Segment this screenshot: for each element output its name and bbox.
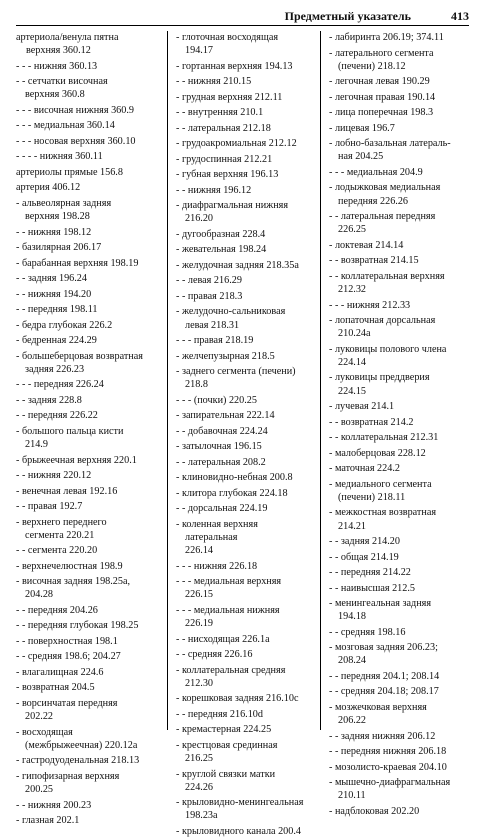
index-entry bbox=[16, 334, 158, 347]
index-entry bbox=[176, 502, 316, 515]
index-entry bbox=[329, 506, 475, 532]
page-number: 413 bbox=[451, 9, 469, 23]
index-entry-line: артерия 406.12 bbox=[16, 182, 81, 194]
index-entry bbox=[16, 394, 158, 407]
index-entry-line: - - правая 192.7 bbox=[16, 501, 83, 513]
index-entry-line: - - нисходящая 226.1а bbox=[176, 633, 270, 645]
index-entry-line: - - дорсальная 224.19 bbox=[176, 503, 268, 515]
index-entry-line: - желудочная задняя 218.35а bbox=[176, 259, 299, 271]
index-entry-line: сегмента 220.21 bbox=[25, 529, 95, 541]
index-entry bbox=[176, 31, 316, 57]
index-entry-line: - - средняя 198.16 bbox=[329, 626, 406, 638]
index-entry-line: (печени) 218.11 bbox=[338, 491, 406, 503]
index-entry bbox=[16, 150, 158, 163]
index-entry-line: - - задняя 214.20 bbox=[329, 536, 400, 548]
index-entry-line: - менингеальная задняя bbox=[329, 598, 432, 610]
index-entry bbox=[176, 290, 316, 303]
index-entry-line: - - общая 214.19 bbox=[329, 551, 399, 563]
index-entry bbox=[176, 664, 316, 690]
index-entry-line: 214.21 bbox=[338, 520, 367, 532]
index-entry-line: - - - медиальная 204.9 bbox=[329, 166, 423, 178]
index-entry bbox=[176, 633, 316, 646]
index-entry bbox=[176, 560, 316, 573]
index-entry-line: - - правая 218.3 bbox=[176, 290, 243, 302]
index-entry-line: - - нижняя 200.23 bbox=[16, 799, 92, 811]
index-column-1 bbox=[16, 31, 158, 830]
index-entry bbox=[176, 243, 316, 256]
index-entry-line: артериола/венула пятна bbox=[16, 32, 119, 43]
index-entry-line: - - передняя нижняя 206.18 bbox=[329, 746, 447, 758]
index-entry-line: - грудная верхняя 212.11 bbox=[176, 91, 283, 103]
index-entry bbox=[329, 776, 475, 802]
index-entry-line: - - средняя 204.18; 208.17 bbox=[329, 686, 439, 698]
index-entry-line: - луковицы преддверия bbox=[329, 372, 430, 384]
index-entry bbox=[16, 650, 158, 663]
index-entry-line: - влагалищная 224.6 bbox=[16, 666, 104, 678]
index-entry bbox=[329, 47, 475, 73]
index-entry-line: 218.8 bbox=[185, 379, 208, 391]
index-entry-line: - - возвратная 214.2 bbox=[329, 416, 414, 428]
index-entry bbox=[329, 551, 475, 564]
index-entry-line: - дугообразная 228.4 bbox=[176, 228, 266, 240]
index-entry-line: - - передняя глубокая 198.25 bbox=[16, 620, 139, 632]
index-entry-line: 216.25 bbox=[185, 753, 214, 765]
index-entry bbox=[329, 478, 475, 504]
index-entry-line: - - латеральная передняя bbox=[329, 211, 436, 223]
index-entry-line: - грудоакромиальная 212.12 bbox=[176, 138, 297, 150]
index-entry-line: - легочная правая 190.14 bbox=[329, 91, 436, 103]
index-entry-line: - бедренная 224.29 bbox=[16, 335, 97, 347]
index-entry-line: - глазная 202.1 bbox=[16, 815, 80, 827]
index-entry-line: - гортанная верхняя 194.13 bbox=[176, 60, 293, 72]
index-entry-line: - - - височная нижняя 360.9 bbox=[16, 104, 134, 116]
index-entry bbox=[16, 226, 158, 239]
index-entry bbox=[176, 708, 316, 721]
index-entry-line: - альвеолярная задняя bbox=[16, 197, 112, 209]
index-entry bbox=[16, 425, 158, 451]
index-entry-line: - большеберцовая возвратная bbox=[16, 350, 143, 362]
index-entry-line: задняя 226.23 bbox=[25, 363, 85, 375]
index-entry-line: - лучевая 214.1 bbox=[329, 401, 395, 413]
index-entry bbox=[329, 462, 475, 475]
index-entry bbox=[16, 635, 158, 648]
index-entry bbox=[329, 75, 475, 88]
index-entry bbox=[16, 272, 158, 285]
index-entry bbox=[176, 137, 316, 150]
index-entry-line: 212.30 bbox=[185, 677, 214, 689]
index-entry-line: - - задняя 228.8 bbox=[16, 394, 82, 406]
index-entry-line: - грудоспинная 212.21 bbox=[176, 153, 273, 165]
index-column-3 bbox=[329, 31, 475, 820]
index-entry bbox=[16, 454, 158, 467]
index-entry bbox=[16, 500, 158, 513]
index-entry-line: - - - носовая верхняя 360.10 bbox=[16, 135, 136, 147]
index-entry-line: - восходящая bbox=[16, 726, 73, 738]
index-entry bbox=[329, 239, 475, 252]
index-entry-line: - - передняя 214.22 bbox=[329, 567, 411, 579]
index-entry bbox=[329, 535, 475, 548]
index-entry-line: - - нижняя 210.15 bbox=[176, 76, 252, 88]
index-entry-line: артериолы прямые 156.8 bbox=[16, 166, 123, 178]
index-entry bbox=[329, 91, 475, 104]
index-entry-line: передняя 226.26 bbox=[338, 195, 409, 207]
index-entry-line: верхняя 360.12 bbox=[26, 45, 91, 57]
index-entry-line: 202.22 bbox=[25, 711, 54, 723]
index-entry-line: - венечная левая 192.16 bbox=[16, 485, 118, 497]
index-entry bbox=[16, 119, 158, 132]
index-entry bbox=[329, 210, 475, 236]
header-title: Предметный указатель bbox=[284, 9, 411, 23]
index-entry bbox=[329, 701, 475, 727]
index-entry-line: - - нижняя 220.12 bbox=[16, 470, 92, 482]
index-entry bbox=[176, 91, 316, 104]
index-entry-line: - губная верхняя 196.13 bbox=[176, 169, 279, 181]
index-entry-line: - - латеральная 212.18 bbox=[176, 122, 271, 134]
index-entry bbox=[176, 768, 316, 794]
index-entry-line: - диафрагмальная нижняя bbox=[176, 200, 289, 212]
index-entry-line: 226.25 bbox=[338, 224, 367, 236]
index-entry bbox=[329, 122, 475, 135]
index-entry-line: - - наивысшая 212.5 bbox=[329, 582, 416, 594]
index-entry-line: верхняя 360.8 bbox=[25, 89, 85, 101]
index-entry bbox=[329, 626, 475, 639]
index-entry bbox=[329, 137, 475, 163]
index-entry bbox=[16, 619, 158, 632]
index-entry-line: (межбрыжеечная) 220.12а bbox=[25, 739, 138, 751]
index-entry bbox=[329, 447, 475, 460]
index-entry-line: - затылочная 196.15 bbox=[176, 441, 262, 453]
index-entry-line: - - задняя 196.24 bbox=[16, 273, 87, 285]
index-entry bbox=[16, 409, 158, 422]
index-entry bbox=[16, 666, 158, 679]
index-entry bbox=[176, 365, 316, 391]
index-entry-line: 226.14 bbox=[185, 545, 214, 557]
index-entry-line: 210.24а bbox=[338, 328, 371, 340]
index-entry bbox=[16, 319, 158, 332]
index-entry bbox=[329, 566, 475, 579]
index-entry bbox=[176, 456, 316, 469]
index-entry bbox=[16, 726, 158, 752]
index-entry-line: - локтевая 214.14 bbox=[329, 239, 404, 251]
index-entry bbox=[329, 299, 475, 312]
index-entry bbox=[176, 259, 316, 272]
index-entry-line: - крестцовая срединная bbox=[176, 739, 278, 751]
index-entry bbox=[16, 197, 158, 223]
index-entry bbox=[176, 168, 316, 181]
index-entry bbox=[329, 730, 475, 743]
index-entry-line: - возвратная 204.5 bbox=[16, 682, 95, 694]
index-entry bbox=[176, 350, 316, 363]
index-entry bbox=[329, 431, 475, 444]
index-entry-line: - гастродуоденальная 218.13 bbox=[16, 755, 140, 767]
index-entry-line: - глоточная восходящая bbox=[176, 32, 279, 43]
index-entry-line: - круглой связки матки bbox=[176, 768, 276, 780]
index-entry bbox=[176, 122, 316, 135]
index-entry-line: латеральная bbox=[185, 532, 238, 544]
index-entry bbox=[16, 544, 158, 557]
index-entry-line: 214.9 bbox=[25, 439, 48, 451]
index-entry bbox=[16, 75, 158, 101]
index-entry-line: - большого пальца кисти bbox=[16, 425, 124, 437]
index-entry-line: 216.20 bbox=[185, 213, 214, 225]
index-entry-line: - - нижняя 196.12 bbox=[176, 184, 252, 196]
index-entry-line: - брыжеечная верхняя 220.1 bbox=[16, 454, 137, 466]
index-entry bbox=[176, 487, 316, 500]
index-entry bbox=[176, 723, 316, 736]
index-entry bbox=[176, 471, 316, 484]
index-entry bbox=[16, 604, 158, 617]
index-entry-line: - - - нижняя 360.13 bbox=[16, 60, 98, 72]
index-entry-line: - мышечно-диафрагмальная bbox=[329, 777, 451, 789]
index-entry-line: - бедра глубокая 226.2 bbox=[16, 319, 113, 331]
index-entry-line: - - средняя 226.16 bbox=[176, 649, 253, 661]
index-entry-line: - - - нижняя 212.33 bbox=[329, 299, 411, 311]
index-entry-line: - - коллатеральная 212.31 bbox=[329, 432, 439, 444]
index-entry-line: 224.15 bbox=[338, 385, 367, 397]
index-entry bbox=[329, 805, 475, 818]
index-entry bbox=[16, 814, 158, 827]
index-entry bbox=[329, 745, 475, 758]
index-entry-line: - - - медиальная верхняя bbox=[176, 576, 282, 588]
index-entry-line: - лобно-базальная латераль- bbox=[329, 138, 451, 150]
index-entry-line: - мозжечковая верхняя bbox=[329, 701, 427, 713]
index-entry-line: - кремастерная 224.25 bbox=[176, 724, 272, 736]
index-entry-line: - крыловидно-менингеальная bbox=[176, 797, 304, 809]
index-column-2 bbox=[176, 31, 316, 840]
index-entry bbox=[16, 181, 158, 194]
index-entry-line: - лицевая 196.7 bbox=[329, 122, 395, 134]
index-entry-line: - надблоковая 202.20 bbox=[329, 805, 420, 817]
index-entry-line: - заднего сегмента (печени) bbox=[176, 366, 296, 378]
index-entry-line: - - нижняя 198.12 bbox=[16, 226, 92, 238]
index-entry-line: - легочная левая 190.29 bbox=[329, 76, 430, 88]
index-entry bbox=[329, 371, 475, 397]
index-entry bbox=[16, 485, 158, 498]
index-entry-line: - латерального сегмента bbox=[329, 47, 434, 59]
index-entry-line: - - добавочная 224.24 bbox=[176, 425, 268, 437]
index-entry bbox=[176, 394, 316, 407]
index-entry bbox=[176, 739, 316, 765]
index-entry-line: - - - нижняя 226.18 bbox=[176, 560, 258, 572]
index-entry bbox=[176, 153, 316, 166]
index-entry-line: - клитора глубокая 224.18 bbox=[176, 487, 288, 499]
index-entry bbox=[16, 60, 158, 73]
index-entry-line: левая 218.31 bbox=[185, 319, 240, 331]
index-entry bbox=[176, 575, 316, 601]
index-entry-line: - базилярная 206.17 bbox=[16, 242, 102, 254]
index-entry-line: - височная задняя 198.25а, bbox=[16, 576, 131, 588]
index-entry-line: - желудочно-сальниковая bbox=[176, 306, 286, 318]
index-entry-line: 206.22 bbox=[338, 715, 367, 727]
index-entry bbox=[16, 697, 158, 723]
index-entry bbox=[176, 334, 316, 347]
index-entry-line: 212.32 bbox=[338, 284, 367, 296]
index-entry-line: 194.17 bbox=[185, 45, 214, 57]
index-entry-line: - - задняя нижняя 206.12 bbox=[329, 730, 436, 742]
index-entry bbox=[329, 106, 475, 119]
index-entry-line: - межкостная возвратная bbox=[329, 507, 437, 519]
index-entry-line: - - возвратная 214.15 bbox=[329, 255, 419, 267]
index-entry bbox=[16, 754, 158, 767]
index-entry bbox=[329, 416, 475, 429]
index-entry-line: - коленная верхняя bbox=[176, 518, 258, 530]
index-entry-line: 198.23а bbox=[185, 810, 218, 822]
index-entry-line: - коллатеральная средняя bbox=[176, 664, 286, 676]
index-entry-line: верхняя 198.28 bbox=[25, 211, 90, 223]
index-entry bbox=[176, 518, 316, 558]
index-entry-line: - жевательная 198.24 bbox=[176, 244, 267, 256]
index-entry-line: - ворсинчатая передняя bbox=[16, 697, 118, 709]
index-entry bbox=[329, 400, 475, 413]
index-columns bbox=[16, 31, 471, 837]
index-entry-line: - лодыжковая медиальная bbox=[329, 182, 441, 194]
index-entry-line: - - средняя 198.6; 204.27 bbox=[16, 651, 121, 663]
index-entry-line: - лабиринта 206.19; 374.11 bbox=[329, 32, 444, 43]
index-entry bbox=[329, 270, 475, 296]
index-entry-line: - желчепузырная 218.5 bbox=[176, 350, 275, 362]
index-entry bbox=[16, 166, 158, 179]
index-entry-line: - - латеральная 208.2 bbox=[176, 456, 266, 468]
index-entry-line: 224.14 bbox=[338, 356, 367, 368]
index-entry-line: - - передняя 216.10d bbox=[176, 708, 263, 720]
index-entry-line: - верхнечелюстная 198.9 bbox=[16, 560, 123, 572]
index-entry bbox=[16, 288, 158, 301]
index-entry-line: - - передняя 226.22 bbox=[16, 410, 98, 422]
index-entry-line: - мозговая задняя 206.23; bbox=[329, 642, 438, 654]
index-entry-line: - - передняя 204.1; 208.14 bbox=[329, 670, 440, 682]
index-entry bbox=[329, 343, 475, 369]
index-entry bbox=[329, 582, 475, 595]
index-entry bbox=[176, 184, 316, 197]
index-entry bbox=[176, 604, 316, 630]
index-entry bbox=[176, 305, 316, 331]
index-entry bbox=[16, 241, 158, 254]
index-entry bbox=[329, 254, 475, 267]
index-entry-line: - - сегмента 220.20 bbox=[16, 545, 98, 557]
index-entry-line: - крыловидного канала 200.4 bbox=[176, 825, 302, 837]
index-entry bbox=[176, 796, 316, 822]
index-entry-line: 226.19 bbox=[185, 618, 214, 630]
index-entry bbox=[176, 825, 316, 838]
index-entry-line: 204.28 bbox=[25, 589, 54, 601]
index-entry bbox=[16, 799, 158, 812]
index-entry bbox=[16, 257, 158, 270]
index-entry-line: - запирательная 222.14 bbox=[176, 410, 275, 422]
index-entry-line: 210.11 bbox=[338, 790, 366, 802]
index-entry-line: - мозолисто-краевая 204.10 bbox=[329, 761, 447, 773]
index-entry bbox=[16, 350, 158, 376]
index-entry-line: - лица поперечная 198.3 bbox=[329, 107, 434, 119]
index-entry-line: - - поверхностная 198.1 bbox=[16, 635, 118, 647]
index-entry-line: - - передняя 198.11 bbox=[16, 304, 98, 316]
index-entry bbox=[329, 181, 475, 207]
index-entry bbox=[329, 597, 475, 623]
index-entry bbox=[176, 106, 316, 119]
index-entry-line: - - левая 216.29 bbox=[176, 275, 242, 287]
index-entry-line: - - сетчатки височная bbox=[16, 76, 108, 88]
index-entry-line: - лопаточная дорсальная bbox=[329, 315, 436, 327]
index-entry bbox=[329, 314, 475, 340]
index-entry-line: - - передняя 204.26 bbox=[16, 604, 98, 616]
index-entry bbox=[329, 761, 475, 774]
index-entry bbox=[176, 648, 316, 661]
index-entry bbox=[329, 685, 475, 698]
index-entry-line: 224.26 bbox=[185, 781, 214, 793]
index-entry-line: (печени) 218.12 bbox=[338, 60, 406, 72]
index-entry-line: - - - правая 218.19 bbox=[176, 335, 254, 347]
index-entry bbox=[176, 60, 316, 73]
index-entry bbox=[329, 670, 475, 683]
index-entry bbox=[16, 516, 158, 542]
index-entry-line: - - - - нижняя 360.11 bbox=[16, 151, 103, 163]
index-entry-line: - барабанная верхняя 198.19 bbox=[16, 257, 139, 269]
index-entry bbox=[176, 75, 316, 88]
index-entry bbox=[16, 681, 158, 694]
index-entry-line: - гипофизарная верхняя bbox=[16, 770, 120, 782]
index-entry-line: - - - (почки) 220.25 bbox=[176, 394, 257, 406]
index-entry-line: 194.18 bbox=[338, 611, 367, 623]
index-entry bbox=[16, 560, 158, 573]
index-entry bbox=[176, 425, 316, 438]
index-entry-line: - - - медиальная 360.14 bbox=[16, 120, 115, 132]
index-entry bbox=[176, 274, 316, 287]
index-entry bbox=[329, 31, 475, 44]
index-entry-line: - - - передняя 226.24 bbox=[16, 379, 104, 391]
index-entry bbox=[16, 303, 158, 316]
index-entry-line: - - коллатеральная верхняя bbox=[329, 270, 445, 282]
index-entry-line: - луковицы полового члена bbox=[329, 343, 447, 355]
index-entry bbox=[329, 166, 475, 179]
page-header bbox=[16, 9, 469, 26]
index-entry-line: 226.15 bbox=[185, 589, 214, 601]
index-entry-line: 208.24 bbox=[338, 655, 367, 667]
index-entry-line: - клиновидно-небная 200.8 bbox=[176, 472, 293, 484]
index-entry-line: - маточная 224.2 bbox=[329, 463, 400, 475]
index-entry bbox=[16, 104, 158, 117]
index-entry bbox=[176, 409, 316, 422]
index-entry-line: - медиального сегмента bbox=[329, 478, 432, 490]
index-entry bbox=[16, 135, 158, 148]
index-entry-line: 200.25 bbox=[25, 784, 54, 796]
index-entry-line: - верхнего переднего bbox=[16, 516, 107, 528]
index-entry bbox=[16, 31, 158, 57]
index-entry-line: - - - медиальная нижняя bbox=[176, 604, 280, 616]
index-entry bbox=[176, 440, 316, 453]
index-entry-line: ная 204.25 bbox=[338, 151, 384, 163]
index-entry-line: - малоберцовая 228.12 bbox=[329, 447, 426, 459]
index-entry-line: - - внутренняя 210.1 bbox=[176, 107, 264, 119]
index-entry-line: - корешковая задняя 216.10с bbox=[176, 693, 299, 705]
index-entry bbox=[176, 692, 316, 705]
index-entry bbox=[16, 378, 158, 391]
index-entry bbox=[16, 770, 158, 796]
index-entry bbox=[176, 199, 316, 225]
index-entry bbox=[176, 228, 316, 241]
index-entry bbox=[16, 469, 158, 482]
index-entry bbox=[16, 575, 158, 601]
index-entry-line: - - нижняя 194.20 bbox=[16, 288, 92, 300]
index-entry bbox=[329, 641, 475, 667]
